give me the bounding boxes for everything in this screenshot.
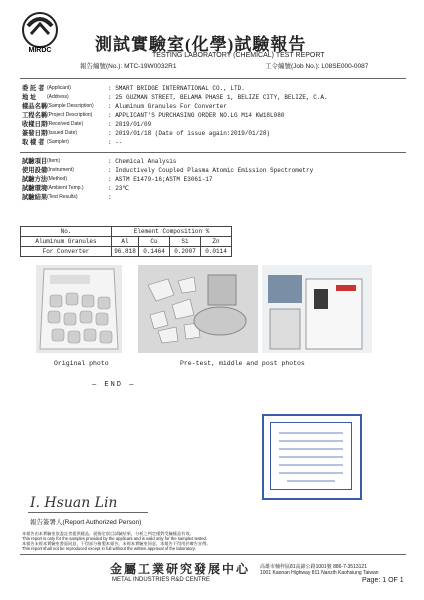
field-label-en: (Item): [47, 158, 61, 164]
field-value: : Inductively Coupled Plasma Atomic Emission Spectrometry: [108, 167, 314, 174]
field-value: : APPLICANT'S PURCHASING ORDER NO.LG M14 KW18L080: [108, 112, 285, 119]
field-label-en: (Project Description): [47, 112, 93, 118]
element-header: Si: [170, 237, 201, 247]
field-label-en: (Received Date): [47, 121, 84, 127]
field-value: : SMART BRIDGE INTERNATIONAL CO., LTD.: [108, 85, 245, 92]
divider: [20, 554, 406, 555]
footer-address-en: 1001 Kaonan Highway 811 Nanzih Kaohsiung Taiwan: [260, 570, 379, 576]
divider: [20, 78, 406, 79]
field-label-en: (Instrument): [47, 167, 74, 173]
page-number: Page: 1 OF 1: [362, 577, 404, 584]
field-value: : ASTM E1479-16;ASTM E3061-17: [108, 176, 213, 183]
element-value: 0.1464: [139, 247, 170, 257]
disclaimer-line: This report shall not be reproduced except in full without the written approval of the laboratory.: [22, 546, 196, 551]
field-label-en: (Test Results): [47, 194, 78, 200]
info-row: [22, 166, 402, 175]
report-number-line: [80, 61, 410, 70]
job-number: [265, 61, 368, 70]
footer-org-zh: 金屬工業研究發展中心: [110, 562, 251, 576]
info-row: [22, 138, 402, 147]
field-label-en: (Address): [47, 94, 69, 100]
instrument-photo: [262, 265, 372, 353]
element-value: 0.2007: [170, 247, 201, 257]
field-label-zh: 取 樣 者: [22, 139, 45, 146]
test-info: [22, 157, 402, 202]
field-value: : 23℃: [108, 185, 130, 192]
signature-label: 報告簽署人(Report Authorized Person): [30, 519, 142, 526]
composition-header: Element Composition %: [112, 227, 232, 237]
element-value: 96.818: [112, 247, 139, 257]
field-label-en: (Sampler): [47, 139, 69, 145]
footer-org-en: METAL INDUSTRIES R&D CENTRE: [112, 577, 211, 583]
disclaimer-line: 本報告未經本實驗室書面同意，不得部分複製本報告。未經本實驗室同意，本報告不得用於廣告宣傳。: [22, 541, 211, 546]
report-no-label: 報告編號(No.):: [80, 63, 123, 70]
field-label-en: (Ambient Temp.): [47, 185, 84, 191]
original-photo-caption: Original photo: [54, 360, 109, 367]
field-label-zh: 試驗方法: [22, 176, 48, 183]
field-label-en: (Issued Date): [47, 130, 78, 136]
field-value: : Aluminum Granules For Converter: [108, 103, 227, 110]
field-label-en: (Sample Description): [47, 103, 94, 109]
original-photo: [36, 265, 122, 353]
field-label-en: (Method): [47, 176, 68, 182]
info-row: [22, 84, 402, 93]
field-label-zh: 樣品名稱: [22, 103, 48, 110]
field-label-zh: 委 託 者: [22, 85, 45, 92]
pretest-photo: [138, 265, 258, 353]
field-value: : --: [108, 139, 123, 146]
pretest-photo-caption: Pre-test, middle and post photos: [180, 360, 305, 367]
field-value: : 2019/01/09: [108, 121, 152, 128]
element-header: Al: [112, 237, 139, 247]
report-no: MTC-19W0032R1: [124, 63, 177, 70]
field-label-zh: 試驗環境: [22, 185, 48, 192]
field-label-zh: 使用設備: [22, 167, 48, 174]
footer-address: [260, 563, 410, 576]
info-row: [22, 184, 402, 193]
disclaimer-line: 本報告由本實驗室依委託者提供樣品，就指定項目試驗結果，分析之判定僅對受驗樣品有效。: [22, 531, 194, 536]
footer-address-zh: 高雄市楠梓區81高錦公路1001號 886-7-3513121: [260, 564, 367, 570]
sample-info: [22, 84, 402, 147]
signature: I. Hsuan Lin: [30, 495, 118, 511]
divider: [20, 152, 406, 153]
field-label-zh: 地 址: [22, 94, 37, 101]
info-row: [22, 120, 402, 129]
report-title-en: TESTING LABORATORY (CHEMICAL) TEST REPORT: [152, 52, 325, 59]
no-header: No.: [21, 227, 112, 237]
info-row: [22, 157, 402, 166]
end-marker: — END —: [92, 381, 136, 389]
info-row: [22, 193, 402, 202]
field-label-zh: 收樣日期: [22, 121, 48, 128]
field-label-zh: 試驗項目: [22, 158, 48, 165]
report-title-zh: 測試實驗室(化學)試驗報告: [95, 35, 307, 54]
element-header: Zn: [201, 237, 232, 247]
field-value: :: [108, 194, 112, 201]
job-no: L08SE000-0087: [321, 63, 369, 70]
info-row: [22, 111, 402, 120]
field-value: : 25 GUZMAN STREET, BELAMA PHASE 1, BELIZE CITY, BELIZE, C.A.: [108, 94, 328, 101]
field-label-zh: 簽發日期: [22, 130, 48, 137]
field-label-zh: 試驗結果: [22, 194, 48, 201]
info-row: [22, 102, 402, 111]
element-value: 0.0114: [201, 247, 232, 257]
info-row: [22, 175, 402, 184]
signature-line: [28, 512, 148, 513]
sample-name-line1: Aluminum Granules: [21, 237, 112, 247]
results-table: [20, 226, 232, 257]
svg-text:MIRDC: MIRDC: [28, 47, 52, 54]
sample-name-line2: For Converter: [21, 247, 112, 257]
field-value: : 2019/01/18 (Date of issue again:2019/01/28): [108, 130, 271, 137]
disclaimer-line: This report is only for the samples provided by the applicant and is valid only for the samples tested.: [22, 536, 208, 541]
info-row: [22, 93, 402, 102]
field-value: : Chemical Analysis: [108, 158, 177, 165]
mirdc-logo: [18, 10, 62, 54]
element-header: Cu: [139, 237, 170, 247]
lab-seal-stamp: [262, 414, 362, 500]
field-label-zh: 工程名稱: [22, 112, 48, 119]
field-label-en: (Applicant): [47, 85, 71, 91]
info-row: [22, 129, 402, 138]
job-no-label: 工令編號(Job No.):: [265, 63, 320, 70]
